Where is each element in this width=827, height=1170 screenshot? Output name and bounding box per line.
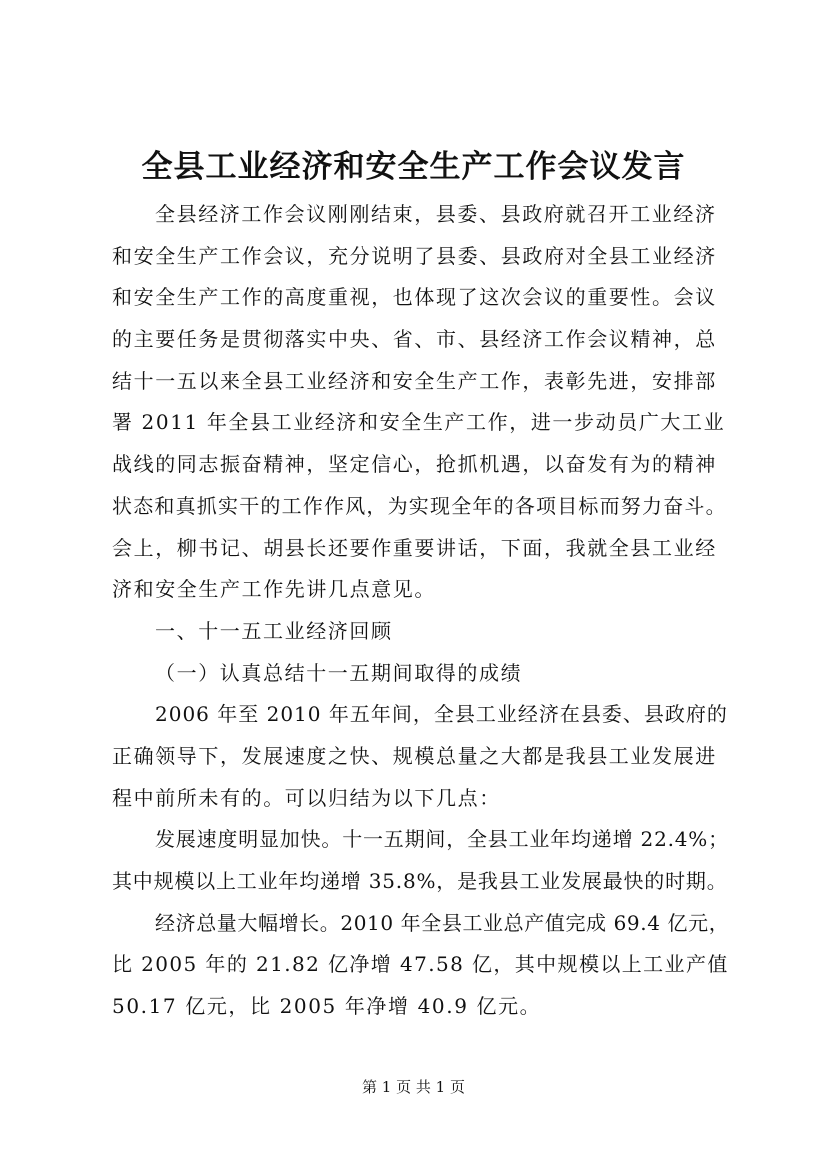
text-line: 会上，柳书记、胡县长还要作重要讲话，下面，我就全县工业经 (112, 535, 717, 560)
text-line: 比 2005 年的 21.82 亿净增 47.58 亿，其中规模以上工业产值 (112, 952, 729, 977)
text-line: 战线的同志振奋精神，坚定信心，抢抓机遇，以奋发有为的精神 (112, 452, 717, 477)
text-line: 2006 年至 2010 年五年间，全县工业经济在县委、县政府的 (155, 702, 728, 727)
text-line: 署 2011 年全县工业经济和安全生产工作，进一步动员广大工业 (112, 410, 726, 435)
text-line: 的主要任务是贯彻落实中央、省、市、县经济工作会议精神，总 (112, 327, 717, 352)
text-line: 结十一五以来全县工业经济和安全生产工作，表彰先进，安排部 (112, 368, 717, 393)
text-line: 其中规模以上工业年均递增 35.8%，是我县工业发展最快的时期。 (112, 869, 728, 893)
text-line: 经济总量大幅增长。2010 年全县工业总产值完成 69.4 亿元， (155, 910, 730, 935)
text-line: 状态和真抓实干的工作作风，为实现全年的各项目标而努力奋斗。 (112, 493, 727, 518)
subsection-heading: （一）认真总结十一五期间取得的成绩 (155, 660, 523, 685)
text-line: 发展速度明显加快。十一五期间，全县工业年均递增 22.4%； (155, 827, 729, 852)
text-line: 和安全生产工作的高度重视，也体现了这次会议的重要性。会议 (112, 285, 717, 310)
text-line: 正确领导下，发展速度之快、规模总量之大都是我县工业发展进 (112, 743, 717, 768)
text-line: 全县经济工作会议刚刚结束，县委、县政府就召开工业经济 (155, 202, 717, 226)
section-heading: 一、十一五工业经济回顾 (155, 618, 393, 643)
text-line: 程中前所未有的。可以归结为以下几点： (112, 785, 501, 810)
text-line: 50.17 亿元，比 2005 年净增 40.9 亿元。 (112, 994, 542, 1019)
text-line: 和安全生产工作会议，充分说明了县委、县政府对全县工业经济 (112, 243, 717, 268)
text-line: 济和安全生产工作先讲几点意见。 (112, 577, 436, 602)
document-body (112, 194, 732, 1028)
page-footer: 第 1 页 共 1 页 (362, 1078, 465, 1096)
document-title: 全县工业经济和安全生产工作会议发言 (141, 149, 686, 185)
